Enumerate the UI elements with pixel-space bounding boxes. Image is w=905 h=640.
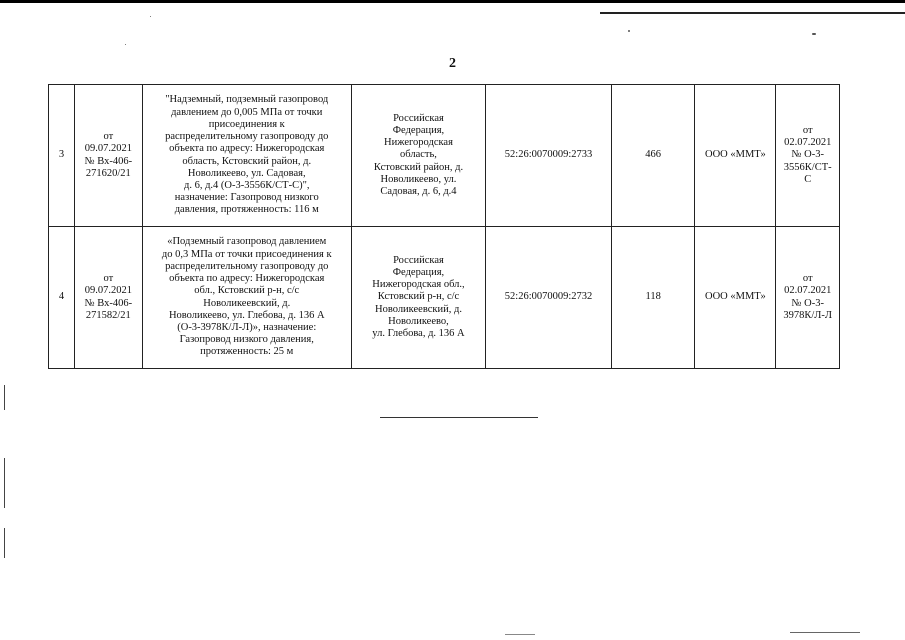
object-description-cell-line: объекта по адресу: Нижегородская [169,273,325,285]
scan-speck [125,44,126,45]
request-reference-cell-line: 09.07.2021 [84,285,132,297]
object-description-cell-line: Новоликеевский, д. [203,297,291,309]
object-description-cell-line: Новоликеево, ул. Глебова, д. 136 А [168,309,325,321]
cadastral-number-cell: 52:26:0070009:2732 [486,227,612,369]
length-value-cell: 466 [612,85,695,227]
object-description-cell-line: назначение: Газопровод низкого [174,192,319,204]
scan-speck [628,30,630,32]
scan-speck [150,16,151,17]
location-address-cell-line: Российская [393,254,444,266]
request-reference-cell-line: 271582/21 [85,309,131,321]
object-description-cell-line: "Надземный, подземный газопровод [165,94,329,106]
row-number-cell: 4 [49,227,75,369]
top-right-scan-streak [600,12,905,14]
organization-cell: ООО «ММТ» [695,227,776,369]
request-reference-cell-line: 271620/21 [85,167,131,179]
row-number-cell: 3 [49,85,75,227]
object-description-cell-line: Новоликеево, ул. Садовая, [187,167,306,179]
request-reference-cell [75,85,143,227]
object-description-cell [142,85,351,227]
reply-reference-cell-line: № О-3- [791,149,824,161]
bottom-scan-streak [505,634,535,635]
object-description-cell-line: до 0,3 МПа от точки присоединения к [161,248,332,260]
location-address-cell-line: Федерация, [392,266,445,278]
request-reference-cell [75,227,143,369]
object-description-cell-line: Газопровод низкого давления, [179,334,314,346]
location-address-cell-line: Новоликеево, [388,315,449,327]
cadastral-number-cell: 52:26:0070009:2733 [486,85,612,227]
bottom-scan-streak [790,632,860,633]
request-reference-cell-line: № Вх-406- [84,297,133,309]
location-address-cell-line: Нижегородская обл., [372,279,465,291]
location-address-cell-line: Кстовский р-н, с/с [377,291,460,303]
request-reference-cell-line: от [103,131,114,143]
object-description-cell-line: давления, протяженность: 116 м [174,204,319,216]
location-address-cell-line: Новоликеево, ул. [380,173,457,185]
location-address-cell-line: Садовая, д. 6, д.4 [380,186,457,197]
object-description-cell-line: протяженность: 25 м [200,346,294,358]
location-address-cell-line: Кстовский район, д. [373,161,464,173]
reply-reference-cell [776,227,840,369]
object-description-cell-line: давлением до 0,005 МПа от точки [171,106,323,118]
location-address-cell-line: Федерация, [392,124,445,136]
reply-reference-cell-line: 02.07.2021 [784,285,832,297]
scan-speck [812,33,816,35]
table-row [49,85,840,227]
object-description-cell-line: обл., Кстовский р-н, с/с [194,285,300,297]
object-description-cell [142,227,351,369]
location-address-cell-line: Российская [393,112,444,124]
location-address-cell [351,85,485,227]
left-margin-mark [4,458,5,508]
object-description-cell-line: д. 6, д.4 (О-3-3556К/СТ-С)", [183,179,310,191]
location-address-cell [351,227,485,369]
reply-reference-cell-line: 02.07.2021 [784,137,832,149]
request-reference-cell-line: от [103,273,114,285]
left-margin-mark [4,385,5,410]
object-description-cell-line: распределительному газопроводу до [165,260,329,272]
left-margin-mark [4,528,5,558]
top-scan-edge [0,0,905,3]
object-description-cell-line: распределительному газопроводу до [165,131,329,143]
location-address-cell-line: ул. Глебова, д. 136 А [372,328,465,339]
location-address-cell-line: Новоликеевский, д. [374,303,462,315]
organization-cell: ООО «ММТ» [695,85,776,227]
table-row [49,227,840,369]
location-address-cell-line: Нижегородская [384,137,453,149]
reply-reference-cell-line: от [802,124,813,136]
object-description-cell-line: объекта по адресу: Нижегородская [169,143,325,155]
reply-reference-cell-line: № О-3- [791,297,824,309]
location-address-cell-line: область, [400,149,437,161]
object-description-cell-line: (О-3-3978К/Л-Л)», назначение: [177,321,317,333]
reply-reference-cell-line: С [804,173,812,185]
reply-reference-cell-line: от [802,273,813,285]
reply-reference-cell-line: 3556К/СТ- [783,161,832,173]
object-description-cell-line: «Подземный газопровод давлением [167,236,327,248]
reply-reference-cell [776,85,840,227]
length-value-cell: 118 [612,227,695,369]
request-reference-cell-line: 09.07.2021 [84,143,132,155]
registry-table [48,84,840,369]
page-number: 2 [449,56,456,71]
registry-table-body [49,85,840,369]
object-description-cell-line: присоединения к [208,118,285,130]
reply-reference-cell-line: 3978К/Л-Л [783,309,833,321]
object-description-cell-line: область, Кстовский район, д. [182,155,312,167]
request-reference-cell-line: № Вх-406- [84,155,133,167]
end-of-document-rule [380,417,538,418]
